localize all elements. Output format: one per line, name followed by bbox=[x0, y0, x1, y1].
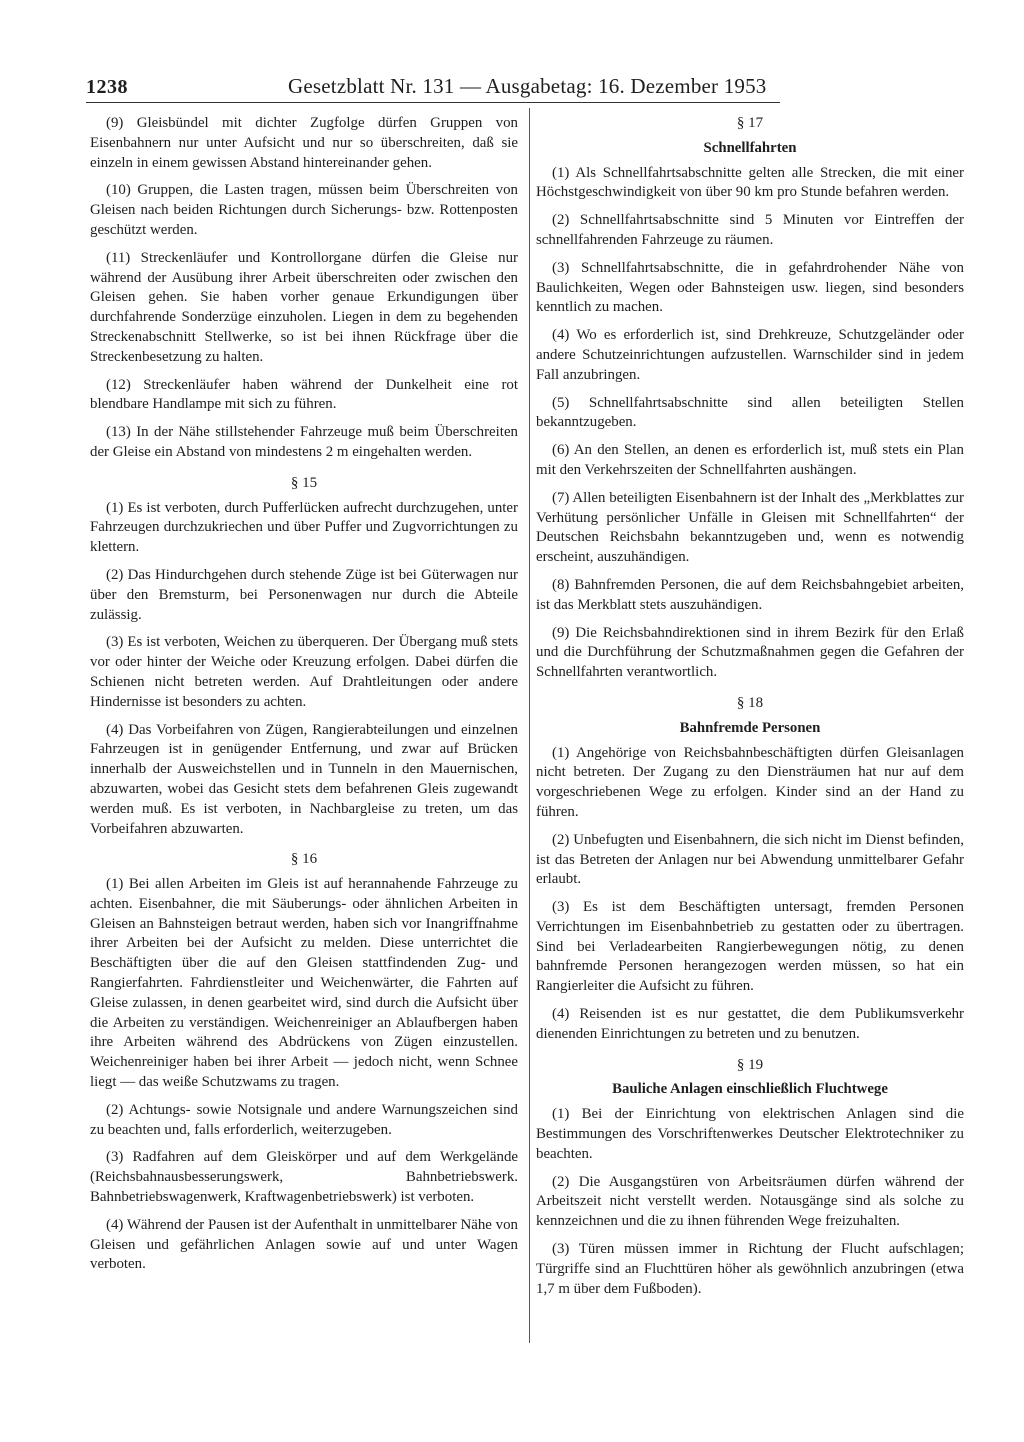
paragraph: (1) Angehörige von Reichsbahnbeschäftigten dürfen Gleisanlagen nicht betreten. Der Zugang zu den Diensträumen hat nur auf dem vorgeschriebenen Wege zu erfolgen. Kinder sind an der Hand zu führen. bbox=[536, 744, 964, 820]
paragraph: (9) Die Reichsbahndirektionen sind in ihrem Bezirk für den Erlaß und die Durchführung der Schutzmaßnahmen gegen die Gefahren der Schnellfahrten verantwortlich. bbox=[536, 624, 964, 681]
paragraph: (2) Die Ausgangstüren von Arbeitsräumen dürfen während der Arbeitszeit nicht verstellt werden. Notausgänge sind als solche zu kennzeichnen und die zu ihnen führenden Wege freizuhalten. bbox=[536, 1173, 964, 1230]
paragraph: (3) Radfahren auf dem Gleiskörper und auf dem Werkgelände (Reichsbahnausbesserungswerk, Bahnbetriebswerk. Bahnbetriebswagenwerk, Kraftwagenbetriebswerk) ist verboten. bbox=[90, 1149, 518, 1206]
paragraph: (11) Streckenläufer und Kontrollorgane dürfen die Gleise nur während der Ausübung ihrer Arbeit überschreiten oder zwischen den Gleisen gehen. Sie haben vorher genaue Erkundigungen über durchfahrende Sonderzüge einzuholen. Liegen in dem zu begehenden Streckenabschnitt Stellwerke, so ist bei ihnen Rückfrage über die Streckenbesetzung zu halten. bbox=[90, 249, 518, 365]
left-column bbox=[90, 114, 518, 1283]
section-heading-16: § 16 bbox=[290, 851, 318, 868]
paragraph: (1) Bei der Einrichtung von elektrischen Anlagen sind die Bestimmungen des Vorschriftenwerkes Deutscher Elektrotechniker zu beachten. bbox=[536, 1106, 964, 1162]
section-heading-19: § 19 bbox=[736, 1056, 764, 1073]
section-title-19: Bauliche Anlagen einschließlich Fluchtwege bbox=[612, 1081, 888, 1098]
section-title-17: Schnellfahrten bbox=[703, 139, 797, 156]
page-number: 1238 bbox=[86, 76, 128, 98]
paragraph: (3) Es ist verboten, Weichen zu überqueren. Der Übergang muß stets vor oder hinter der Weiche oder Kreuzung erfolgen. Dabei dürfen die Schienen nicht betreten werden. Auf Drahtleitungen oder andere Hindernisse ist besonders zu achten. bbox=[90, 634, 518, 710]
right-column bbox=[536, 114, 964, 1307]
page-header bbox=[86, 72, 786, 102]
column-divider bbox=[529, 108, 530, 1343]
section-heading-18: § 18 bbox=[736, 694, 764, 711]
paragraph: (1) Als Schnellfahrtsabschnitte gelten alle Strecken, die mit einer Höchstgeschwindigkeit von über 90 km pro Stunde befahren werden. bbox=[536, 164, 964, 201]
paragraph: (4) Reisenden ist es nur gestattet, die dem Publikumsverkehr dienenden Einrichtungen zu betreten und zu benutzen. bbox=[536, 1006, 964, 1042]
header-rule bbox=[86, 102, 780, 103]
paragraph: (12) Streckenläufer haben während der Dunkelheit eine rot blendbare Handlampe mit sich zu führen. bbox=[90, 376, 518, 413]
paragraph: (3) Es ist dem Beschäftigten untersagt, fremden Personen Verrichtungen im Eisenbahnbetrieb zu gestatten oder zu übertragen. Sind bei Verladearbeiten Rangierbewegungen nötig, zu denen bahnfremde Personen herangezogen werden müssen, so hat ein Rangierleiter die Aufsicht zu führen. bbox=[536, 899, 964, 995]
paragraph: (1) Es ist verboten, durch Pufferlücken aufrecht durchzugehen, unter Fahrzeugen durchzukriechen und über Puffer und Zugvorrichtungen zu klettern. bbox=[90, 499, 518, 556]
paragraph: (3) Türen müssen immer in Richtung der Flucht aufschlagen; Türgriffe sind an Fluchttüren höher als gewöhnlich anzubringen (etwa 1,7 m über dem Fußboden). bbox=[536, 1241, 964, 1297]
section-heading-17: § 17 bbox=[736, 115, 764, 131]
paragraph: (1) Bei allen Arbeiten im Gleis ist auf herannahende Fahrzeuge zu achten. Eisenbahner, die mit Säuberungs- oder ähnlichen Arbeiten in Gleisen an Bahnsteigen betraut werden, haben sich vor Inangriffnahme ihrer Arbeiten bei der Aufsicht zu melden. Diese unterrichtet die Beschäftigten über die auf den Gleisen stattfindenden Zug- und Rangierfahrten. Fahrdienstleiter und Weichenwärter, die Fahrten auf Gleise zulassen, in denen gearbeitet wird, sind durch die Aufsicht über die Arbeiten zu verständigen. Weichenreiniger an Ablaufbergen haben ihre Arbeiten während des Abdrückens von Zügen einzustellen. Weichenreiniger haben bei ihrer Arbeit — jedoch nicht, wenn Schnee liegt — das weiße Schutzwams zu tragen. bbox=[90, 876, 518, 1091]
paragraph: (9) Gleisbündel mit dichter Zugfolge dürfen Gruppen von Eisenbahnern nur unter Aufsicht und nur so überschreiten, daß sie einzeln in einem gewissen Abstand hintereinander gehen. bbox=[90, 115, 518, 171]
paragraph: (3) Schnellfahrtsabschnitte, die in gefahrdrohender Nähe von Baulichkeiten, Wegen oder Bahnsteigen usw. liegen, sind besonders kenntlich zu machen. bbox=[536, 259, 964, 316]
paragraph: (2) Achtungs- sowie Notsignale und andere Warnungszeichen sind zu beachten und, falls erforderlich, weiterzugeben. bbox=[90, 1101, 518, 1138]
paragraph: (13) In der Nähe stillstehender Fahrzeuge muß beim Überschreiten der Gleise ein Abstand von mindestens 2 m eingehalten werden. bbox=[90, 424, 518, 460]
paragraph: (2) Das Hindurchgehen durch stehende Züge ist bei Güterwagen nur über den Bremsturm, bei Personenwagen nur durch die Abteile zulässig. bbox=[90, 566, 518, 623]
header-title: Gesetzblatt Nr. 131 — Ausgabetag: 16. Dezember 1953 bbox=[288, 74, 767, 98]
paragraph: (7) Allen beteiligten Eisenbahnern ist der Inhalt des „Merkblattes zur Verhütung persönlicher Unfälle in Gleisen mit Schnellfahrten“ der Deutschen Reichsbahn bekanntzugeben und, wenn es notwendig erscheint, auszuhändigen. bbox=[536, 489, 964, 566]
paragraph: (4) Das Vorbeifahren von Zügen, Rangierabteilungen und einzelnen Fahrzeugen ist in genügender Entfernung, und zwar auf Brücken innerhalb der Ausweichstellen und in Tunneln in den Mauernischen, abzuwarten, wobei das Gesicht stets dem befahrenen Gleis zugewandt werden muß. Es ist verboten, in Nachbargleise zu treten, um das Vorbeifahren abzuwarten. bbox=[90, 721, 518, 837]
paragraph: (6) An den Stellen, an denen es erforderlich ist, muß stets ein Plan mit den Verkehrszeiten der Schnellfahrten aushängen. bbox=[536, 442, 964, 478]
section-title-18: Bahnfremde Personen bbox=[679, 719, 821, 736]
paragraph: (4) Während der Pausen ist der Aufenthalt in unmittelbarer Nähe von Gleisen und gefährlichen Anlagen sowie auf und unter Wagen verboten. bbox=[90, 1216, 518, 1273]
section-heading-15: § 15 bbox=[290, 474, 318, 491]
paragraph: (4) Wo es erforderlich ist, sind Drehkreuze, Schutzgeländer oder andere Schutzeinrichtungen aufzustellen. Warnschilder sind in jedem Fall anzubringen. bbox=[536, 327, 964, 383]
paragraph: (2) Schnellfahrtsabschnitte sind 5 Minuten vor Eintreffen der schnellfahrenden Fahrzeuge zu räumen. bbox=[536, 212, 964, 248]
paragraph: (8) Bahnfremden Personen, die auf dem Reichsbahngebiet arbeiten, ist das Merkblatt stets auszuhändigen. bbox=[536, 576, 964, 613]
paragraph: (5) Schnellfahrtsabschnitte sind allen beteiligten Stellen bekanntzugeben. bbox=[536, 394, 964, 431]
paragraph: (2) Unbefugten und Eisenbahnern, die sich nicht im Dienst befinden, ist das Betreten der Anlagen nur bei Abwendung unmittelbarer Gefahr erlaubt. bbox=[536, 831, 964, 888]
paragraph: (10) Gruppen, die Lasten tragen, müssen beim Überschreiten von Gleisen nach beiden Richtungen durch Sicherungs- bzw. Rottenposten geschützt werden. bbox=[90, 182, 518, 238]
